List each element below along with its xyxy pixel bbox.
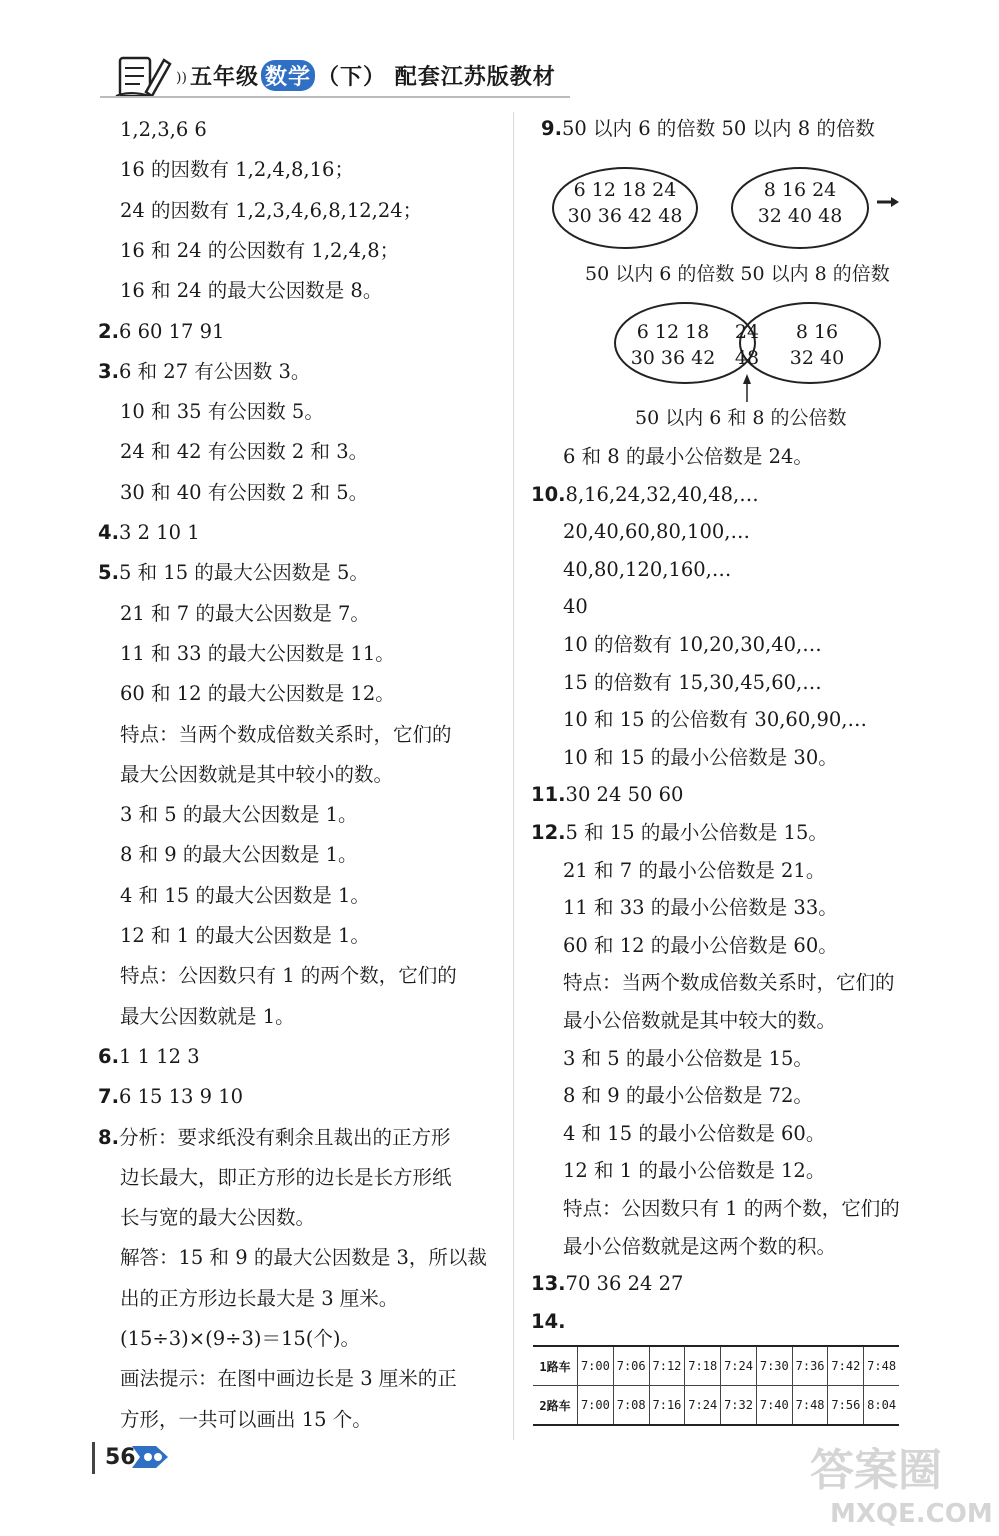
answer-line xyxy=(531,1309,566,1335)
answer-line xyxy=(563,970,895,996)
time-cell: 7:48 xyxy=(792,1386,828,1426)
answer-line xyxy=(563,933,838,959)
answer-line xyxy=(98,319,224,345)
answer-text: 8 和 9 的最大公因数是 1。 xyxy=(120,843,358,867)
question-number: 10. xyxy=(531,482,566,506)
svg-text:MXQE.COM: MXQE.COM xyxy=(830,1499,993,1529)
answer-line xyxy=(563,594,588,620)
arrow-badge-icon xyxy=(132,1442,170,1472)
answer-line xyxy=(531,1271,683,1297)
answer-text: 分析：要求纸没有剩余且裁出的正方形 xyxy=(118,1125,451,1149)
answer-text: 最大公因数就是 1。 xyxy=(120,1004,295,1028)
answer-line xyxy=(563,444,813,470)
time-cell: 7:48 xyxy=(864,1346,899,1386)
answer-line xyxy=(120,198,422,224)
answer-line xyxy=(120,802,358,828)
answer-text: 12 和 1 的最小公倍数是 12。 xyxy=(563,1159,826,1183)
answer-text: 出的正方形边长最大是 3 厘米。 xyxy=(120,1286,399,1310)
bus-schedule-table xyxy=(533,1345,899,1426)
answer-line xyxy=(120,1326,360,1352)
answer-line xyxy=(563,858,825,884)
answer-text: 20,40,60,80,100,… xyxy=(563,520,750,544)
page-bar xyxy=(92,1442,95,1474)
answer-text: (15÷3)×(9÷3)＝15(个)。 xyxy=(120,1327,361,1350)
header-rule xyxy=(100,96,570,98)
answer-text: 方形，一共可以画出 15 个。 xyxy=(120,1407,372,1431)
book-pencil-icon xyxy=(110,52,187,100)
time-cell: 7:36 xyxy=(792,1346,828,1386)
time-cell: 7:00 xyxy=(578,1386,614,1426)
time-cell: 7:30 xyxy=(756,1346,792,1386)
page-number: 56 xyxy=(105,1445,136,1470)
set8-row1: 8 16 24 xyxy=(763,179,837,201)
answer-line xyxy=(120,722,452,748)
route-label: 1路车 xyxy=(533,1346,578,1386)
time-cell: 7:40 xyxy=(756,1386,792,1426)
question-number: 3. xyxy=(98,359,119,383)
answer-line xyxy=(563,707,867,733)
answer-line xyxy=(120,1407,372,1433)
time-cell: 7:18 xyxy=(685,1346,721,1386)
only6-row2: 30 36 42 xyxy=(630,347,716,369)
answer-line xyxy=(531,782,683,808)
answer-text: 10 的倍数有 10,20,30,40,… xyxy=(563,633,822,656)
column-divider xyxy=(513,112,514,1440)
answer-text: 21 和 7 的最大公因数是 7。 xyxy=(120,601,370,625)
question-number: 14. xyxy=(531,1309,566,1333)
answer-text: 3 和 5 的最小公倍数是 15。 xyxy=(563,1046,813,1070)
question-number: 5. xyxy=(98,561,119,585)
time-cell: 7:42 xyxy=(828,1346,864,1386)
answer-text: 11 和 33 的最大公因数是 11。 xyxy=(120,641,395,665)
question-number: 11. xyxy=(531,783,566,807)
svg-text:)): )) xyxy=(176,70,187,86)
only6-ellipse xyxy=(615,303,755,383)
time-cell: 7:08 xyxy=(613,1386,649,1426)
common-row2: 48 xyxy=(734,347,760,369)
answer-text: 1 1 12 3 xyxy=(118,1044,200,1068)
set6-row2: 30 36 42 48 xyxy=(567,205,683,227)
set6-row1: 6 12 18 24 xyxy=(573,179,677,201)
answer-text: 21 和 7 的最小公倍数是 21。 xyxy=(563,858,826,882)
answer-text: 60 和 12 的最小公倍数是 60。 xyxy=(563,933,838,957)
answer-line xyxy=(563,1046,813,1072)
time-cell: 8:04 xyxy=(864,1386,899,1426)
question-number: 13. xyxy=(531,1272,566,1296)
time-cell: 7:12 xyxy=(649,1346,685,1386)
answer-line xyxy=(98,520,200,546)
header-title: 五年级 数学 （下） 配套江苏版教材 xyxy=(190,60,556,91)
question-number: 4. xyxy=(98,521,119,544)
answer-text: 16 和 24 的最大公因数是 8。 xyxy=(120,279,383,303)
question-number: 6. xyxy=(98,1044,119,1068)
answer-line xyxy=(120,480,368,506)
answer-line xyxy=(563,632,822,658)
answer-line xyxy=(120,117,207,143)
schedule-row xyxy=(533,1346,899,1386)
answer-line xyxy=(563,519,750,545)
only8-row1: 8 16 xyxy=(795,321,839,343)
time-cell: 7:06 xyxy=(613,1346,649,1386)
answer-text: 70 36 24 27 xyxy=(565,1272,684,1296)
answer-text: 24 和 42 有公因数 2 和 3。 xyxy=(120,440,369,464)
answer-line xyxy=(531,820,828,846)
answer-line xyxy=(120,923,370,949)
answer-text: 11 和 33 的最小公倍数是 33。 xyxy=(563,896,838,920)
answer-line xyxy=(563,1008,836,1034)
answer-text: 4 和 15 的最小公倍数是 60。 xyxy=(563,1121,826,1145)
answer-line xyxy=(563,1234,836,1260)
only6-row1: 6 12 18 xyxy=(636,321,710,343)
answer-line xyxy=(563,1083,813,1109)
answer-text: 解答：15 和 9 的最大公因数是 3，所以裁 xyxy=(120,1246,487,1270)
answer-line xyxy=(120,157,354,183)
answer-text: 50 以内 6 的倍数 50 以内 8 的倍数 xyxy=(561,117,875,140)
schedule-row xyxy=(533,1386,899,1426)
answer-line xyxy=(531,482,759,508)
answer-line xyxy=(98,560,369,586)
common-label: 50 以内 6 和 8 的公倍数 xyxy=(635,407,847,429)
answer-text: 6 和 8 的最小公倍数是 24。 xyxy=(563,445,813,468)
answer-line xyxy=(120,963,457,989)
answer-line xyxy=(120,1366,457,1392)
answer-line xyxy=(120,1165,452,1191)
answer-text: 10 和 15 的公倍数有 30,60,90,… xyxy=(563,708,867,732)
watermark-logo xyxy=(800,1430,993,1530)
common-row1: 24 xyxy=(734,321,760,343)
question-number: 7. xyxy=(98,1085,119,1109)
time-cell: 7:00 xyxy=(578,1346,614,1386)
venn-diagram xyxy=(555,158,915,438)
answer-text: 10 和 15 的最小公倍数是 30。 xyxy=(563,745,838,769)
question-number: 9. xyxy=(541,117,562,140)
answer-line xyxy=(563,745,838,771)
answer-text: 最小公倍数就是其中较大的数。 xyxy=(563,1009,837,1032)
answer-text: 特点：公因数只有 1 的两个数，它们的 xyxy=(563,1197,900,1220)
answer-text: 特点：当两个数成倍数关系时，它们的 xyxy=(120,722,452,746)
venn-mid-label: 50 以内 6 的倍数 50 以内 8 的倍数 xyxy=(585,263,890,285)
time-cell: 7:56 xyxy=(828,1386,864,1426)
answer-text: 5 和 15 的最小公倍数是 15。 xyxy=(565,821,828,844)
answer-line xyxy=(98,359,310,385)
answer-text: 10 和 35 有公因数 5。 xyxy=(120,400,324,424)
time-cell: 7:24 xyxy=(721,1346,757,1386)
answer-line xyxy=(563,895,838,921)
answer-text: 6 60 17 91 xyxy=(118,319,225,343)
answer-line xyxy=(120,1205,315,1231)
answer-line xyxy=(120,278,382,304)
answer-text: 24 的因数有 1,2,3,4,6,8,12,24； xyxy=(120,198,423,222)
route-label: 2路车 xyxy=(533,1386,578,1426)
answer-text: 8 和 9 的最小公倍数是 72。 xyxy=(563,1084,813,1108)
answer-text: 长与宽的最大公因数。 xyxy=(120,1206,316,1230)
answer-line xyxy=(120,641,395,667)
answer-text: 40 xyxy=(563,595,588,619)
answer-text: 特点：当两个数成倍数关系时，它们的 xyxy=(563,971,895,995)
answer-text: 60 和 12 的最大公因数是 12。 xyxy=(120,682,395,706)
answer-text: 6 15 13 9 10 xyxy=(118,1085,244,1109)
answer-text: 4 和 15 的最大公因数是 1。 xyxy=(120,883,370,907)
answer-text: 特点：公因数只有 1 的两个数，它们的 xyxy=(120,964,457,988)
svg-text:答案圈: 答案圈 xyxy=(810,1445,942,1496)
answer-line xyxy=(541,116,875,142)
answer-text: 30 24 50 60 xyxy=(565,783,684,807)
answer-line xyxy=(120,439,368,465)
answer-line xyxy=(120,1004,295,1030)
time-cell: 7:16 xyxy=(649,1386,685,1426)
time-cell: 7:32 xyxy=(721,1386,757,1426)
answer-text: 3 2 10 1 xyxy=(118,521,200,544)
time-cell: 7:24 xyxy=(685,1386,721,1426)
answer-text: 16 的因数有 1,2,4,8,16； xyxy=(120,158,354,182)
answer-line xyxy=(120,1286,398,1312)
answer-text: 30 和 40 有公因数 2 和 5。 xyxy=(120,480,369,504)
answer-text: 15 的倍数有 15,30,45,60,… xyxy=(563,670,822,694)
question-number: 2. xyxy=(98,319,119,343)
answer-line xyxy=(98,1125,451,1151)
answer-line xyxy=(120,238,399,264)
answer-text: 3 和 5 的最大公因数是 1。 xyxy=(120,803,358,827)
answer-line xyxy=(120,762,393,788)
answer-text: 边长最大，即正方形的边长是长方形纸 xyxy=(120,1165,452,1189)
question-number: 8. xyxy=(98,1125,119,1149)
answer-text: 最小公倍数就是这两个数的积。 xyxy=(563,1234,837,1258)
question-number: 12. xyxy=(531,821,566,844)
answer-text: 画法提示：在图中画边长是 3 厘米的正 xyxy=(120,1367,457,1391)
answer-text: 40,80,120,160,… xyxy=(563,557,732,581)
answer-line xyxy=(120,681,395,707)
answer-line xyxy=(98,1084,243,1110)
answer-line xyxy=(98,1044,200,1070)
answer-line xyxy=(120,883,370,909)
answer-text: 12 和 1 的最大公因数是 1。 xyxy=(120,924,370,947)
answer-line xyxy=(563,557,731,583)
answer-text: 16 和 24 的公因数有 1,2,4,8； xyxy=(120,238,400,262)
answer-line xyxy=(120,842,358,868)
answer-line xyxy=(563,1196,900,1222)
answer-text: 8,16,24,32,40,48,… xyxy=(565,482,759,506)
subject-badge: 数学 xyxy=(261,60,315,91)
page-header xyxy=(100,52,570,102)
answer-line xyxy=(563,1121,825,1147)
answer-line xyxy=(120,601,370,627)
answer-text: 最大公因数就是其中较小的数。 xyxy=(120,762,394,786)
answer-text: 5 和 15 的最大公因数是 5。 xyxy=(118,561,369,585)
set8-row2: 32 40 48 xyxy=(757,205,843,227)
only8-row2: 32 40 xyxy=(789,347,845,369)
answer-line xyxy=(563,670,822,696)
answer-line xyxy=(120,399,324,425)
answer-text: 1,2,3,6 6 xyxy=(120,118,207,141)
answer-text: 6 和 27 有公因数 3。 xyxy=(118,359,311,383)
answer-line xyxy=(563,1158,825,1184)
only8-ellipse xyxy=(740,303,880,383)
answer-line xyxy=(120,1245,487,1271)
